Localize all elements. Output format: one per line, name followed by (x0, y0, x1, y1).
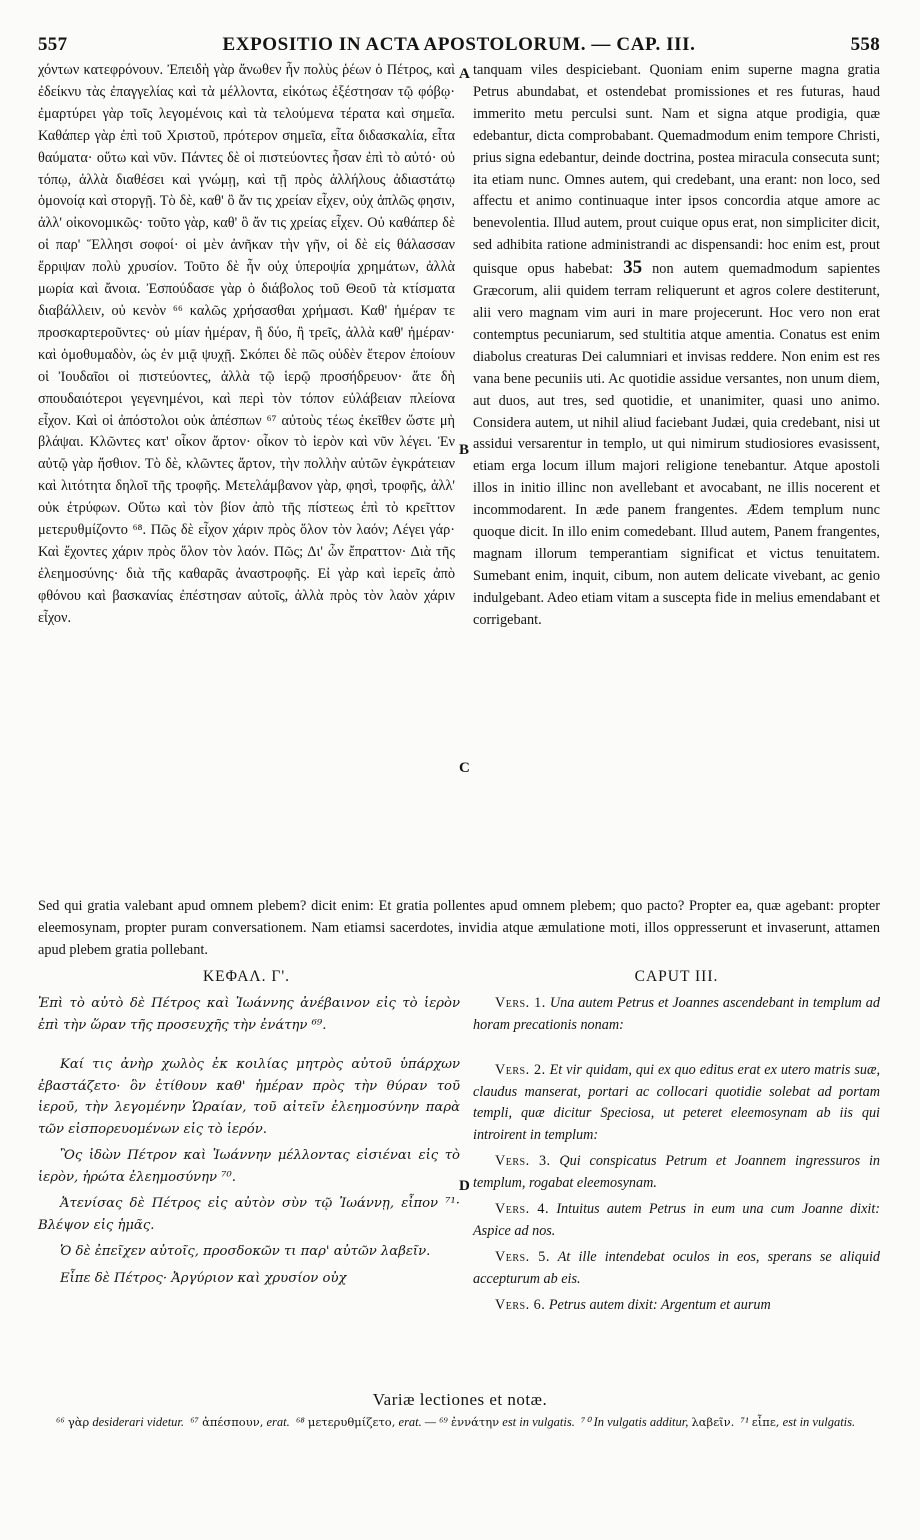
latin-chapter-heading: CAPUT III. (634, 968, 719, 985)
note-69-text: est in vulgatis. (502, 1415, 575, 1429)
verse-label: Vers. 5. (495, 1249, 550, 1265)
running-title: EXPOSITIO IN ACTA APOSTOLORUM. — CAP. III. (222, 34, 696, 55)
verse-text: Intuitus autem Petrus in eum una cum Joanne dixit: Aspice ad nos. (473, 1201, 880, 1239)
verse-text: Petrus autem dixit: Argentum et aurum (548, 1297, 771, 1313)
greek-column (38, 60, 455, 895)
verse-text: Qui conspicatus Petrum et Joannem ingressuros in templum, rogabat eleemosynam. (473, 1153, 880, 1191)
greek-verse-1: Ἐπὶ τὸ αὐτὸ δὲ Πέτρος καὶ Ἰωάννης ἀνέβαινον εἰς τὸ ἱερὸν ἐπὶ τὴν ὥραν τῆς προσευχῆς τὴν ἐνάτην ⁶⁹. (38, 996, 460, 1033)
verse-text: At ille intendebat oculos in eos, sperans se aliquid accepturum ab eis. (473, 1249, 880, 1287)
note-67-greek: ἀπέσπουν, (202, 1415, 264, 1429)
note-67-text: erat. (266, 1415, 290, 1429)
note-69-greek: ἐννάτην (450, 1415, 500, 1429)
latin-verse-3 (473, 1151, 880, 1194)
note-66-number: ⁶⁶ (56, 1415, 65, 1429)
verse-label: Vers. 2. (495, 1062, 546, 1078)
margin-letter-a: A (459, 66, 470, 82)
note-66-text: desiderari videtur. (92, 1415, 185, 1429)
margin-letter-c: C (459, 760, 470, 776)
greek-verse-2: Καί τις ἀνὴρ χωλὸς ἐκ κοιλίας μητρὸς αὐτοῦ ὑπάρχων ἐβαστάζετο· ὃν ἐτίθουν καθ' ἡμέραν πρὸς τὴν θύραν τοῦ ἱεροῦ, τὴν λεγομένην Ὡραίαν, τοῦ αἰτεῖν ἐλεημοσύνην παρὰ τῶν εἰσπορευομένων εἰς τὸ ἱερόν. (38, 1057, 460, 1137)
greek-verses (38, 993, 460, 1294)
note-71-greek: εἶπε, (751, 1415, 780, 1429)
full-width-paragraph: Sed qui gratia valebant apud omnem plebem? dicit enim: Et gratia pollentes apud omnem plebem; quo pacto? Propter ea, quæ agebant: propter eleemosynam, propter puram conversationem. Nam etiamsi sacerdotes, invidia atque æmulatione moti, illos oppresserunt et invaserunt, attamen apud plebem gratia pollebant. (38, 898, 880, 958)
note-66-greek: γὰρ (67, 1415, 90, 1429)
verse-label: Vers. 1. (495, 995, 546, 1011)
greek-paragraph: χόντων κατεφρόνουν. Ἐπειδὴ γὰρ ἄνωθεν ἦν πολὺς ῥέων ὁ Πέτρος, καὶ ἐδείκνυ τὰς ἐπαγγελίας καὶ τὰ μέλλοντα, εἰκότως ἐξέστησαν τῷ φόβῳ· ἐμαρτύρει γὰρ τοῖς λεγομένοις καὶ τὰ τελούμενα τέρατα καὶ σημεῖα. Καθάπερ γὰρ ἐπὶ τοῦ Χριστοῦ, πρότερον σημεῖα, εἶτα διδασκαλία, εἶτα θαύματα· οὕτω καὶ νῦν. Πάντες δὲ οἱ πιστεύοντες ἦσαν ἐπὶ τὸ αὐτό· οὐ τόπῳ, ἀλλὰ διαθέσει καὶ γνώμῃ, καὶ τῇ πρὸς ἀλλήλους ἀδιαστάτῳ ὁμονοίᾳ καὶ στοργῇ. Τὸ δὲ, καθ' ὃ ἄν τις χρείαν εἶχεν, οὐχ ἁπλῶς φησιν, ἀλλ' οἰκονομικῶς· τοῦτο γὰρ, καθ' ὃ ἄν τις χρείας εἶχεν. Οὐ καθάπερ δὲ οἱ παρ' Ἕλλησι σοφοί· οἱ μὲν ἀνῆκαν τὴν γῆν, οἱ δὲ εἰς θάλασσαν ἔρριψαν πολὺ χρυσίον. Τοῦτο δὲ ἦν οὐχ ὑπεροψία χρημάτων, ἀλλὰ μωρία καὶ ἄνοια. Ἐσπούδασε γὰρ ὁ διάβολος τοῦ Θεοῦ τὰ κτίσματα διαβάλλειν, οὐ κενὸν ⁶⁶ καλῶς χρήσασθαι χρήμασι. Καθ' ἡμέραν τε προσκαρτεροῦντες· οὐ μίαν ἡμέραν, ἢ δύο, ἢ τρεῖς, ἀλλὰ καθ' ἡμέραν· καὶ ὁμοθυμαδὸν, ὡς ἐν μιᾷ ψυχῇ. Σκόπει δὲ πῶς οὐδὲν ἕτερον ἐποίουν οἱ Ἰουδαῖοι οἱ πιστεύοντες, ἀλλὰ τῷ ἱερῷ προσήδρευον· ἅτε δὴ σπουδαιότεροι γεγενημένοι, καὶ περὶ τὸν τόπον εὐλάβειαν πλείονα εἶχον. Καὶ οἱ ἀπόστολοι οὐκ ἀπέσπων ⁶⁷ αὐτοὺς τέως ἐκεῖθεν ὥστε μὴ βλάψαι. Κλῶντες κατ' οἶκον ἄρτον· οἶκον τὸ ἱερὸν καὶ νῦν λέγει. Ἐν αὐτῷ γὰρ ἤσθιον. Τὸ δὲ, κλῶντες ἄρτον, τὴν πολλὴν αὐτῶν ἐγκράτειαν καὶ λιτότητα δηλοῖ τῆς τροφῆς. Μετελάμβανον γὰρ, φησὶ, τροφῆς, ἀλλ' οὐκ ἐτρύφων. Οὕτω καὶ τὸν βίον ἀπὸ τῆς πίστεως ἐπὶ τὸ κρεῖττον μετερυθμίζοντο ⁶⁸. Πῶς δὲ εἶχον χάριν πρὸς ὅλον τὸν λαόν; Λέγει γάρ· Καὶ ἔχοντες χάριν πρὸς ὅλον τὸν λαόν. Πῶς; Δι' ὧν ἔπραττον· Διὰ τῆς ἐλεημοσύνης· διὰ τῆς καθαρᾶς ἀναστροφῆς. Εἰ γὰρ καὶ ἱερεῖς ἀπὸ φθόνου καὶ βασκανίας ἐπέστησαν αὐτοῖς, ἀλλὰ πρὸς τὸν λαὸν χάριν εἶχον. (38, 62, 455, 626)
greek-verse-6: Εἶπε δὲ Πέτρος· Ἀργύριον καὶ χρυσίον οὐχ (60, 1270, 347, 1286)
greek-verse-5: Ὁ δὲ ἐπεῖχεν αὐτοῖς, προσδοκῶν τι παρ' αὐτῶν λαβεῖν. (60, 1244, 431, 1259)
greek-chapter-heading: ΚΕΦΑΛ. Γ'. (202, 968, 291, 985)
latin-verse-6 (473, 1295, 880, 1317)
greek-verse-3: Ὃς ἰδὼν Πέτρον καὶ Ἰωάννην μέλλοντας εἰσιέναι εἰς τὸ ἱερὸν, ἠρώτα ἐλεημοσύνην ⁷⁰. (38, 1148, 460, 1185)
verse-label: Vers. 4. (495, 1201, 550, 1217)
notes-title: Variæ lectiones et notæ. (372, 1390, 548, 1409)
variant-notes (38, 1414, 880, 1431)
verse-text: Et vir quidam, qui ex quo editus erat ex utero matris suæ, claudus manserat, portari ac collocari quotidie solebat ad portam templi, quæ dicitur Speciosa, ut peteret eleemosynam ab iis qui introirent in templum: (473, 1062, 880, 1143)
column-number: 35 (623, 257, 643, 279)
verse-label: Vers. 6. (495, 1297, 546, 1313)
latin-verses (473, 993, 880, 1322)
page-number-left: 557 (38, 34, 68, 55)
greek-verse-4: Ἀτενίσας δὲ Πέτρος εἰς αὐτὸν σὺν τῷ Ἰωάννῃ, εἶπον ⁷¹· Βλέψον εἰς ἡμᾶς. (38, 1196, 460, 1233)
margin-letter-d: D (459, 1178, 470, 1194)
verse-text: Una autem Petrus et Joannes ascendebant in templum ad horam precationis nonam: (473, 995, 880, 1033)
latin-column (473, 60, 880, 895)
page-number-right: 558 (850, 34, 880, 55)
note-67-number: ⁶⁷ (190, 1415, 199, 1429)
running-header (38, 34, 880, 58)
margin-letter-b: B (459, 442, 470, 458)
note-68-greek: μετερυθμίζετο, (307, 1415, 396, 1429)
note-69-number: ⁶⁹ (439, 1415, 448, 1429)
latin-paragraph-part1: tanquam viles despiciebant. Quoniam enim superne magna gratia Petrus abundabat, et ostendebat promissiones et res futuras, haud immerito metu perculsi sunt. Nam et signa atque prodigia, quæ edebantur, dicta comprobabant. Quemadmodum enim tempore Christi, prius signa edebantur, deinde doctrina, postea miracula consecuta sunt; ita etiam nunc. Omnes autem, qui credebant, una erant: non loco, sed affectu et animo continuaque inter ipsos concordia atque amore ac benevolentia. Illud autem, prout cuique opus erat, non simpliciter dicit, sed adhibita ratione administrandi ac dispensandi: hoc enim est, prout quisque opus habebat: (473, 62, 880, 278)
latin-verse-1 (473, 993, 880, 1036)
note-68-text: erat. — (398, 1415, 437, 1429)
latin-verse-5 (473, 1247, 880, 1290)
note-71-number: ⁷¹ (740, 1415, 749, 1429)
note-70-text: In vulgatis additur, (593, 1415, 689, 1429)
note-70-greek: λαβεῖν. (691, 1415, 735, 1429)
verse-label: Vers. 3. (495, 1153, 551, 1169)
note-68-number: ⁶⁸ (296, 1415, 305, 1429)
latin-paragraph-part2: non autem quemadmodum sapientes Græcorum, alii quidem terram reliquerunt et agros colere destiterunt, alii vero magnam vim auri in mare projecerunt. Hoc vero non erat contemptus pecuniarum, sed stultitia atque amentia. Conatus est enim diabolus creaturas Dei calumniari et invisas reddere. Non enim est res vana bene pecuniis uti. Ac quotidie assidue versantes, non unum diem, aut duos, aut tres, sed quotidie, et unanimiter, quasi uno animo. Considera autem, ut nihil aliud faciebant Judæi, quia credebant, nisi ut assidui versarentur in templo, ut qui nimirum studiosiores evasissent, etiam erga locum illum majori religione tenebantur. Atque apostoli illos in initio illinc non avellebant et avocabant, ne illis nocerent et incommodarent. In æde panem frangentes. Ædem templum nunc quoque dicit. In illo enim comedebant. Illud autem, Panem frangentes, magnam illorum temperantiam significat et victus tenuitatem. Sumebant enim, inquit, cibum, non autem delicate vivebant, ac genio indulgebant. Adeo etiam vitam a suscepta fide in melius emendabant et corrigebant. (473, 261, 880, 628)
note-71-text: est in vulgatis. (782, 1415, 856, 1429)
note-70-number: ⁷⁰ (581, 1415, 591, 1429)
latin-verse-4 (473, 1199, 880, 1242)
latin-verse-2 (473, 1060, 880, 1146)
